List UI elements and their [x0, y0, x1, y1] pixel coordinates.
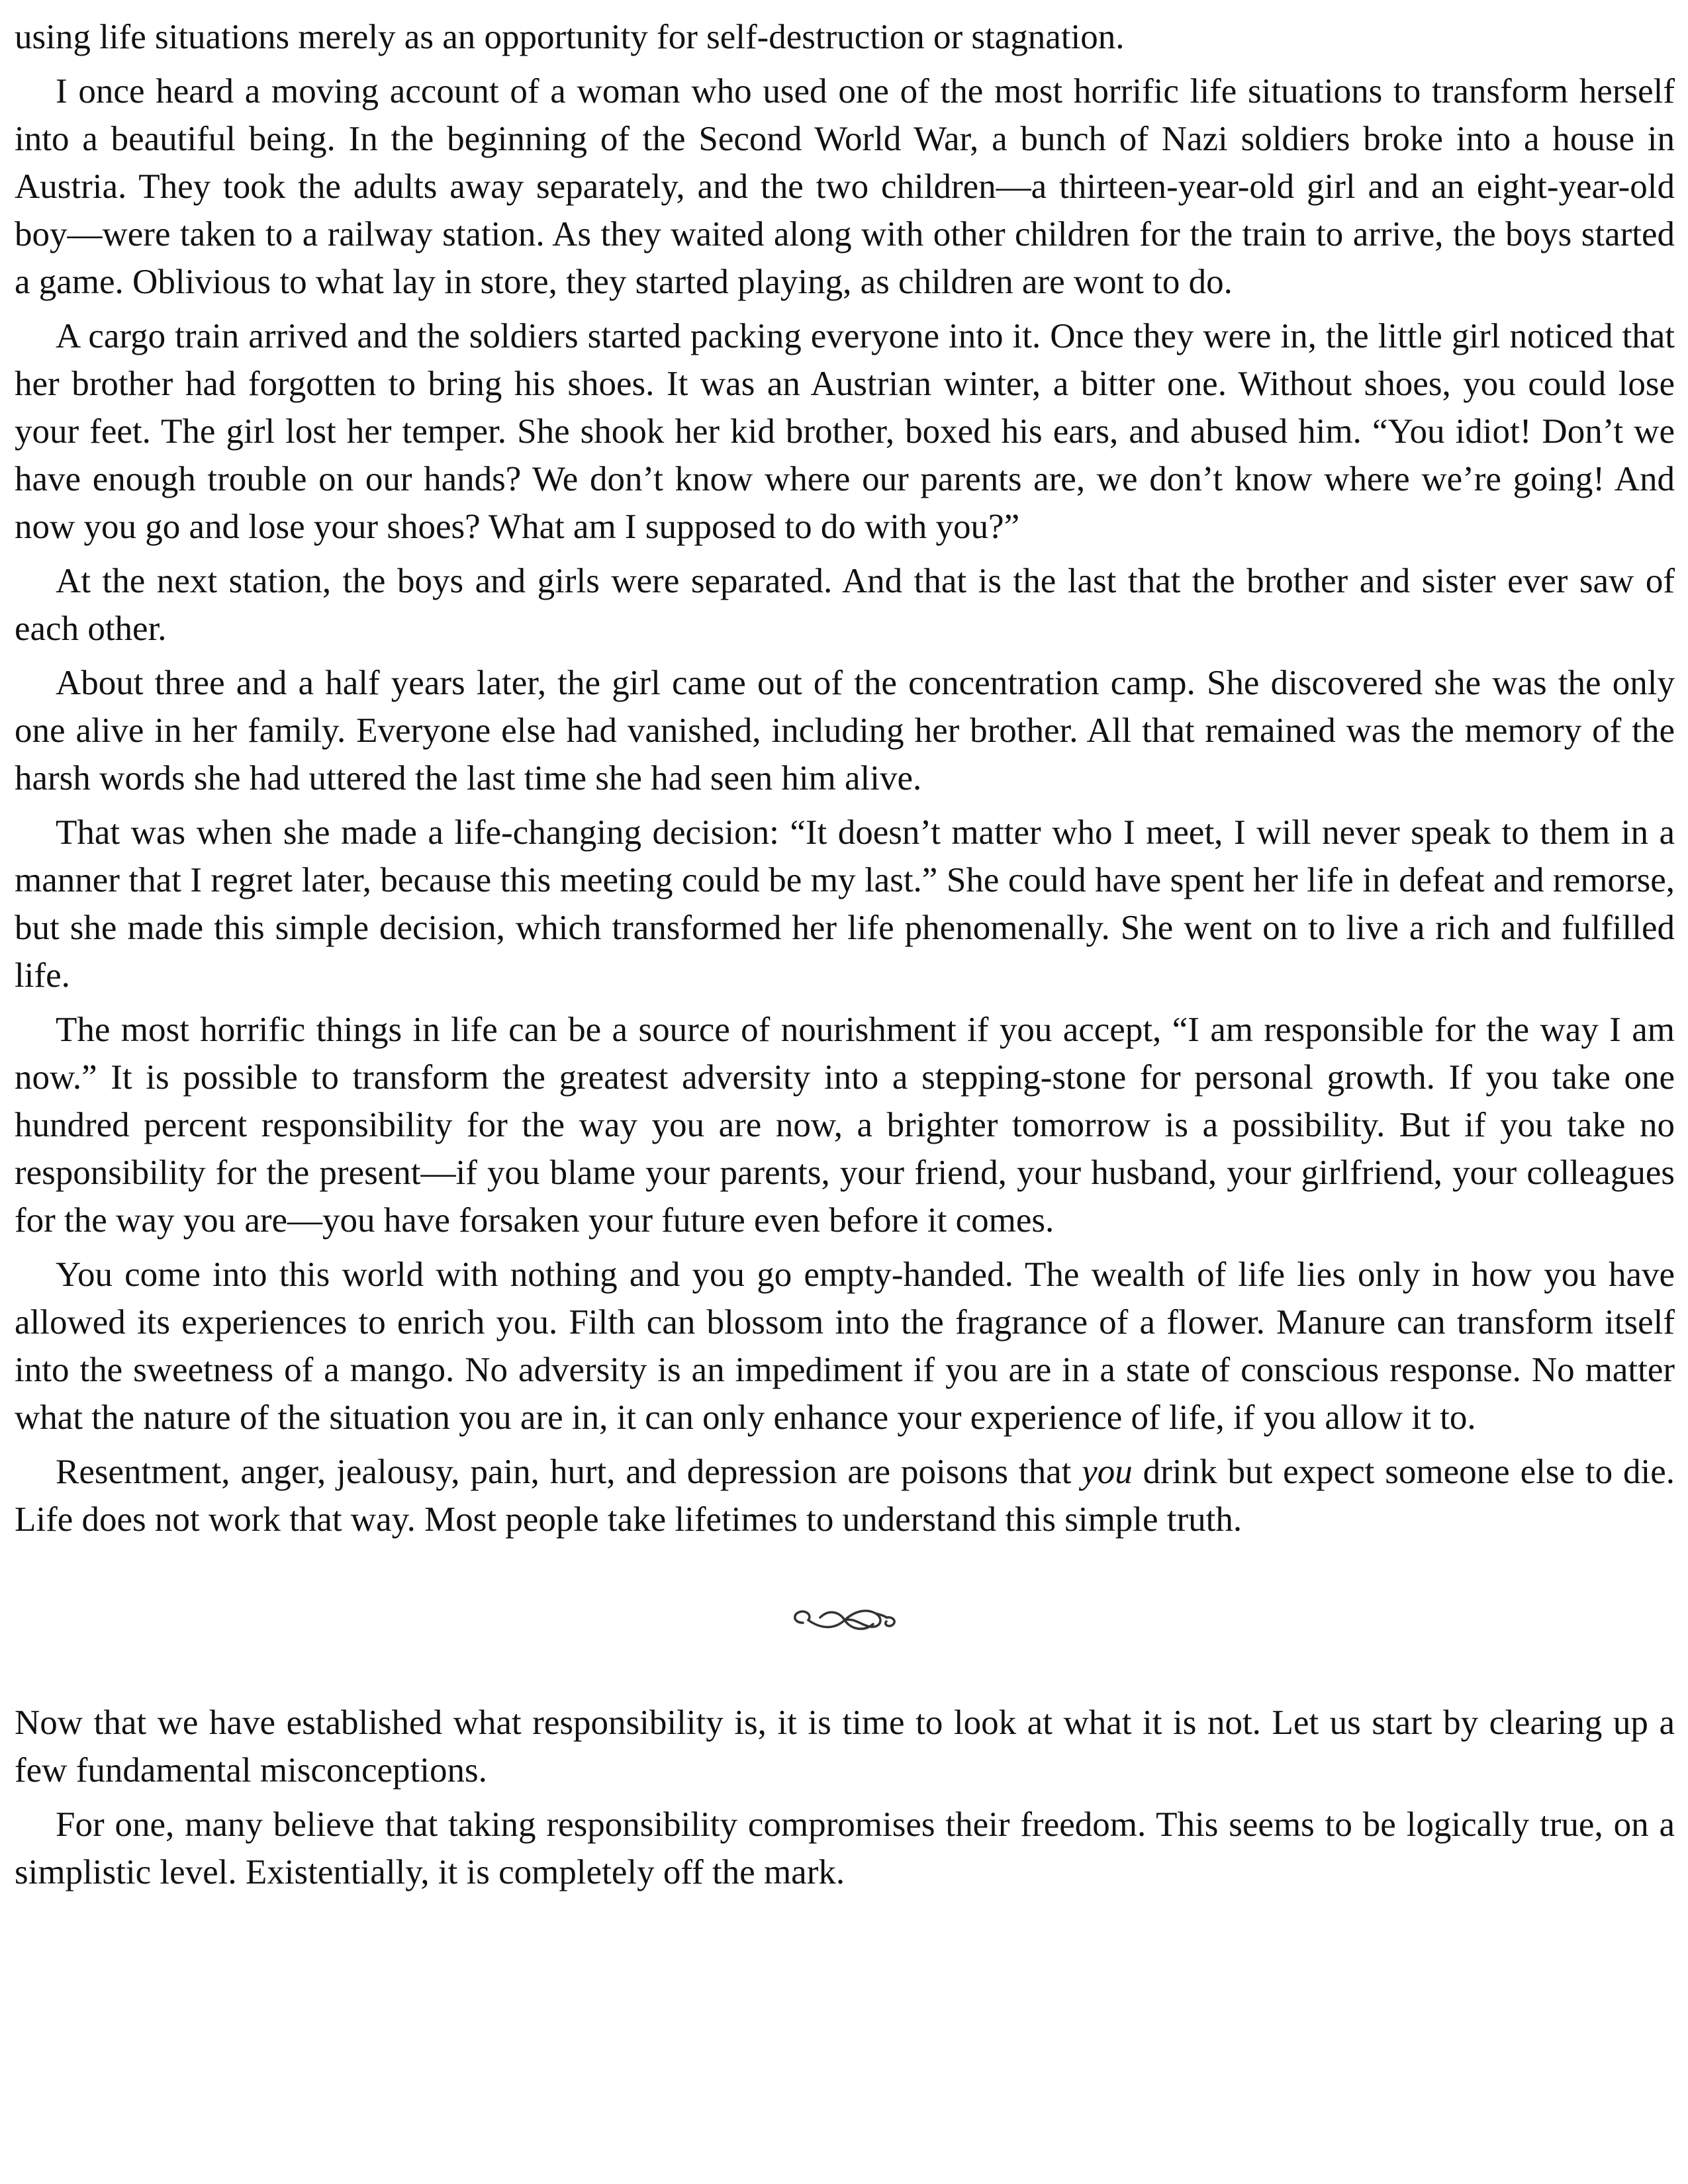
book-page	[15, 13, 1675, 1903]
resentment-text-start: Resentment, anger, jealousy, pain, hurt, and depression are poisons that	[56, 1453, 1082, 1491]
paragraph-story-intro: I once heard a moving account of a woman who used one of the most horrific life situations to transform herself into a beautiful being. In the beginning of the Second World War, a bunch of Nazi soldiers broke into a house in Austria. They took the adults away separately, and the two children—a thirteen-year-old girl and an eight-year-old boy—were taken to a railway station. As they waited along with other children for the train to arrive, the boys started a game. Oblivious to what lay in store, they started playing, as children are wont to do.	[15, 72, 1675, 301]
paragraph-resentment	[15, 1448, 1675, 1543]
paragraph-freedom: For one, many believe that taking responsibility compromises their freedom. This seems to be logically true, on a simplistic level. Existentially, it is completely off the mark.	[15, 1805, 1675, 1891]
flourish-ornament-icon	[788, 1603, 901, 1636]
paragraph-decision: That was when she made a life-changing decision: “It doesn’t matter who I meet, I will never speak to them in a manner that I regret later, because this meeting could be my last.” She could have spent her life in defeat and remorse, but she made this simple decision, which transformed her life phenomenally. She went on to live a rich and fulfilled life.	[15, 813, 1675, 995]
paragraph-section-opening: Now that we have established what responsibility is, it is time to look at what it is not. Let us start by clearing up a few fundamental misconceptions.	[15, 1704, 1675, 1790]
paragraph-cargo-train: A cargo train arrived and the soldiers started packing everyone into it. Once they were in, the little girl noticed that her brother had forgotten to bring his shoes. It was an Austrian winter, a bitter one. Without shoes, you could lose your feet. The girl lost her temper. She shook her kid brother, boxed his ears, and abused him. “You idiot! Don’t we have enough trouble on our hands? We don’t know where our parents are, we don’t know where we’re going! And now you go and lose your shoes? What am I supposed to do with you?”	[15, 317, 1675, 546]
paragraph-next-station: At the next station, the boys and girls were separated. And that is the last that the brother and sister ever saw of each other.	[15, 562, 1675, 648]
text-section-upper	[15, 13, 1675, 1543]
resentment-text-end: drink but expect someone else to die. Life does not work that way. Most people take lifetimes to understand this simple truth.	[15, 1453, 1675, 1539]
paragraph-empty-handed: You come into this world with nothing and you go empty-handed. The wealth of life lies only in how you have allowed its experiences to enrich you. Filth can blossom into the fragrance of a flower. Manure can transform itself into the sweetness of a mango. No adversity is an impediment if you are in a state of conscious response. No matter what the nature of the situation you are in, it can only enhance your experience of life, if you allow it to.	[15, 1255, 1675, 1437]
section-break	[15, 1603, 1675, 1636]
resentment-emphasis: you	[1082, 1453, 1133, 1491]
paragraph-continued: using life situations merely as an opportunity for self-destruction or stagnation.	[15, 18, 1125, 56]
paragraph-concentration-camp: About three and a half years later, the girl came out of the concentration camp. She discovered she was the only one alive in her family. Everyone else had vanished, including her brother. All that remained was the memory of the harsh words she had uttered the last time she had seen him alive.	[15, 664, 1675, 797]
text-section-lower	[15, 1699, 1675, 1896]
paragraph-responsibility: The most horrific things in life can be a source of nourishment if you accept, “I am responsible for the way I am now.” It is possible to transform the greatest adversity into a stepping-stone for personal growth. If you take one hundred percent responsibility for the way you are now, a brighter tomorrow is a possibility. But if you take no responsibility for the present—if you blame your parents, your friend, your husband, your girlfriend, your colleagues for the way you are—you have forsaken your future even before it comes.	[15, 1011, 1675, 1240]
